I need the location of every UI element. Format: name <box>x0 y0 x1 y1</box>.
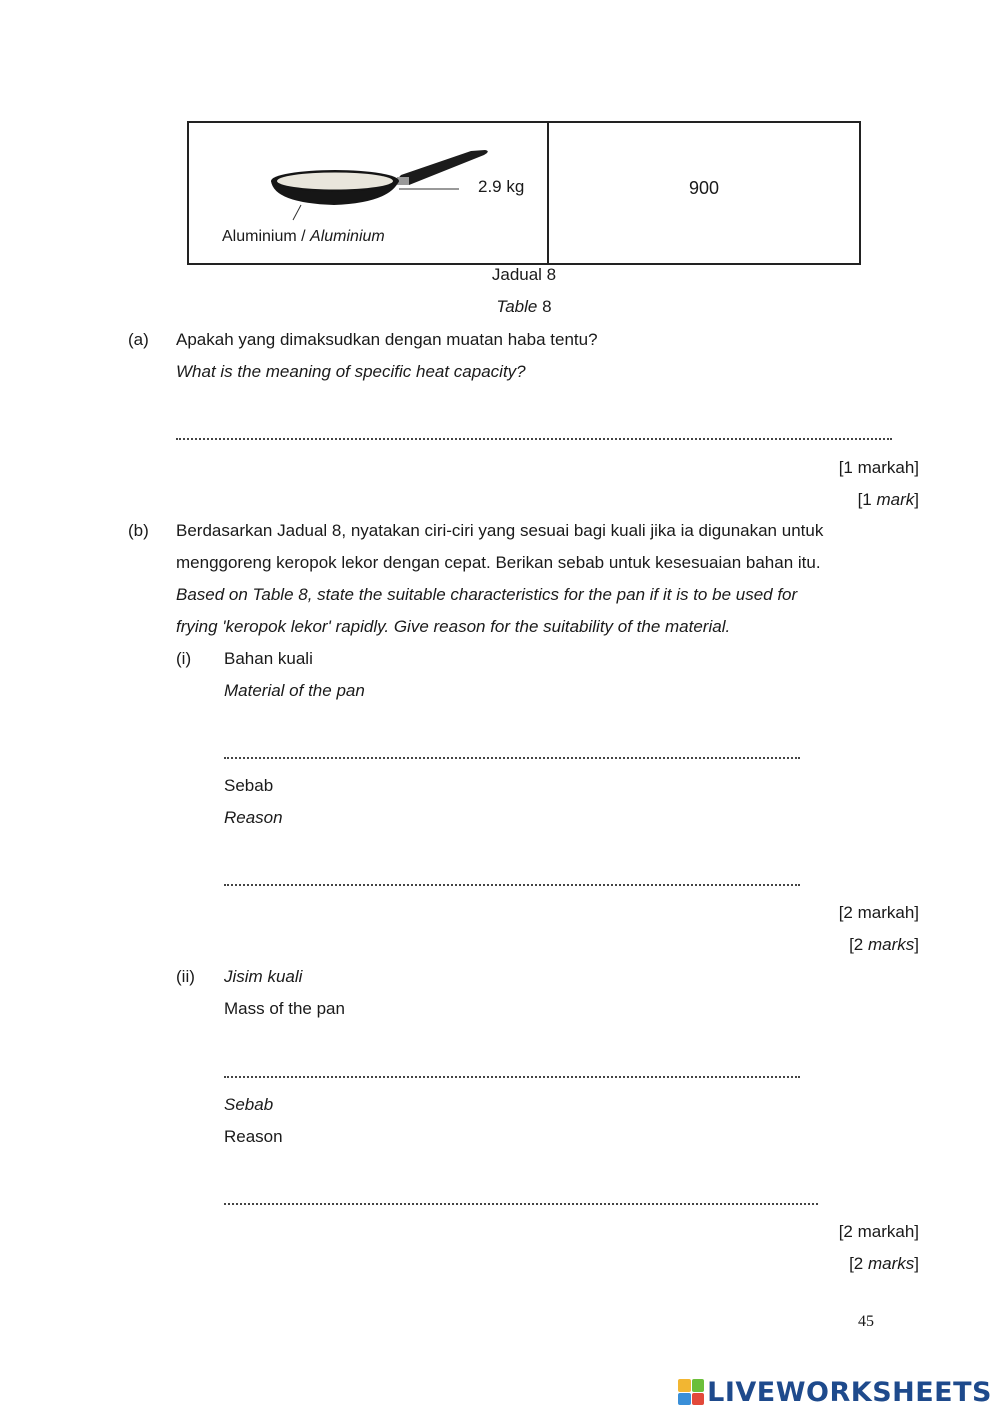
badge-tile <box>692 1379 705 1392</box>
badge-tile <box>678 1393 691 1406</box>
caption-en-word: Table <box>496 297 538 316</box>
part-b-line1-en: Based on Table 8, state the suitable characteristics for the pan if it is to be used for <box>176 585 798 604</box>
part-b-line2-ms: menggoreng keropok lekor dengan cepat. Berikan sebab untuk kesesuaian bahan itu. <box>176 553 821 572</box>
mass-label: 2.9 kg <box>478 177 525 196</box>
sub-ii-marks-en <box>700 1254 919 1274</box>
liveworksheets-wordmark: LIVEWORKSHEETS <box>707 1376 992 1408</box>
liveworksheets-badge-icon <box>678 1379 704 1405</box>
sub-ii-reason-en: Reason <box>224 1127 283 1146</box>
sub-i-label: (i) <box>176 649 192 668</box>
table-divider <box>547 123 549 263</box>
part-a-question-en: What is the meaning of specific heat capacity? <box>176 362 526 381</box>
sub-i-marks-en-close: ] <box>914 935 919 954</box>
table-value: 900 <box>689 178 720 198</box>
sub-ii-answer-line[interactable] <box>224 1076 800 1078</box>
sub-i-reason-line[interactable] <box>224 884 800 886</box>
sub-i-reason-en: Reason <box>224 808 283 827</box>
sub-ii-reason-ms: Sebab <box>224 1095 274 1114</box>
part-b-line2-en: frying 'keropok lekor' rapidly. Give reason for the suitability of the material. <box>176 617 731 636</box>
part-b-line1-ms: Berdasarkan Jadual 8, nyatakan ciri-ciri yang sesuai bagi kuali jika ia digunakan untuk <box>176 521 824 540</box>
liveworksheets-logo[interactable] <box>678 1376 992 1408</box>
part-b-label: (b) <box>128 521 149 540</box>
material-label <box>222 228 385 246</box>
caption-en-number: 8 <box>542 297 552 316</box>
sub-ii-title-ms: Jisim kuali <box>224 967 303 986</box>
material-label-en: Aluminium <box>310 228 385 245</box>
sub-i-marks-en-open: [2 <box>849 935 868 954</box>
badge-tile <box>678 1379 691 1392</box>
sub-ii-marks-en-close: ] <box>914 1254 919 1273</box>
sub-i-marks-ms: [2 markah] <box>838 903 919 922</box>
page-number: 45 <box>858 1313 874 1330</box>
sub-i-marks-en <box>700 935 919 955</box>
sub-ii-marks-en-word: marks <box>867 1254 915 1273</box>
material-label-ms: Aluminium <box>222 228 297 245</box>
material-separator: / <box>301 228 306 245</box>
sub-i-reason-ms: Sebab <box>224 776 274 795</box>
sub-ii-label: (ii) <box>176 967 195 986</box>
sub-ii-reason-line[interactable] <box>224 1203 818 1205</box>
table-8 <box>187 121 861 265</box>
sub-i-answer-line[interactable] <box>224 757 800 759</box>
sub-ii-marks-en-open: [2 <box>849 1254 868 1273</box>
sub-i-marks-en-word: marks <box>867 935 915 954</box>
part-a-marks-en-close: ] <box>914 490 919 509</box>
sub-i-title-ms: Bahan kuali <box>224 649 313 668</box>
badge-tile <box>692 1393 705 1406</box>
part-a-marks-en-open: [1 <box>857 490 877 509</box>
part-a-question-ms: Apakah yang dimaksudkan dengan muatan haba tentu? <box>176 330 598 349</box>
caption-en <box>424 297 624 317</box>
part-a-answer-line[interactable] <box>176 438 892 440</box>
part-a-marks-en <box>700 490 919 510</box>
part-a-marks-en-word: mark <box>876 490 915 509</box>
sub-ii-marks-ms: [2 markah] <box>838 1222 919 1241</box>
sub-ii-title-en: Mass of the pan <box>224 999 345 1018</box>
caption-ms: Jadual 8 <box>491 265 557 284</box>
sub-i-title-en: Material of the pan <box>224 681 365 700</box>
frying-pan-image <box>249 143 509 223</box>
part-a-marks-ms: [1 markah] <box>838 458 919 477</box>
part-a-label: (a) <box>128 330 149 349</box>
